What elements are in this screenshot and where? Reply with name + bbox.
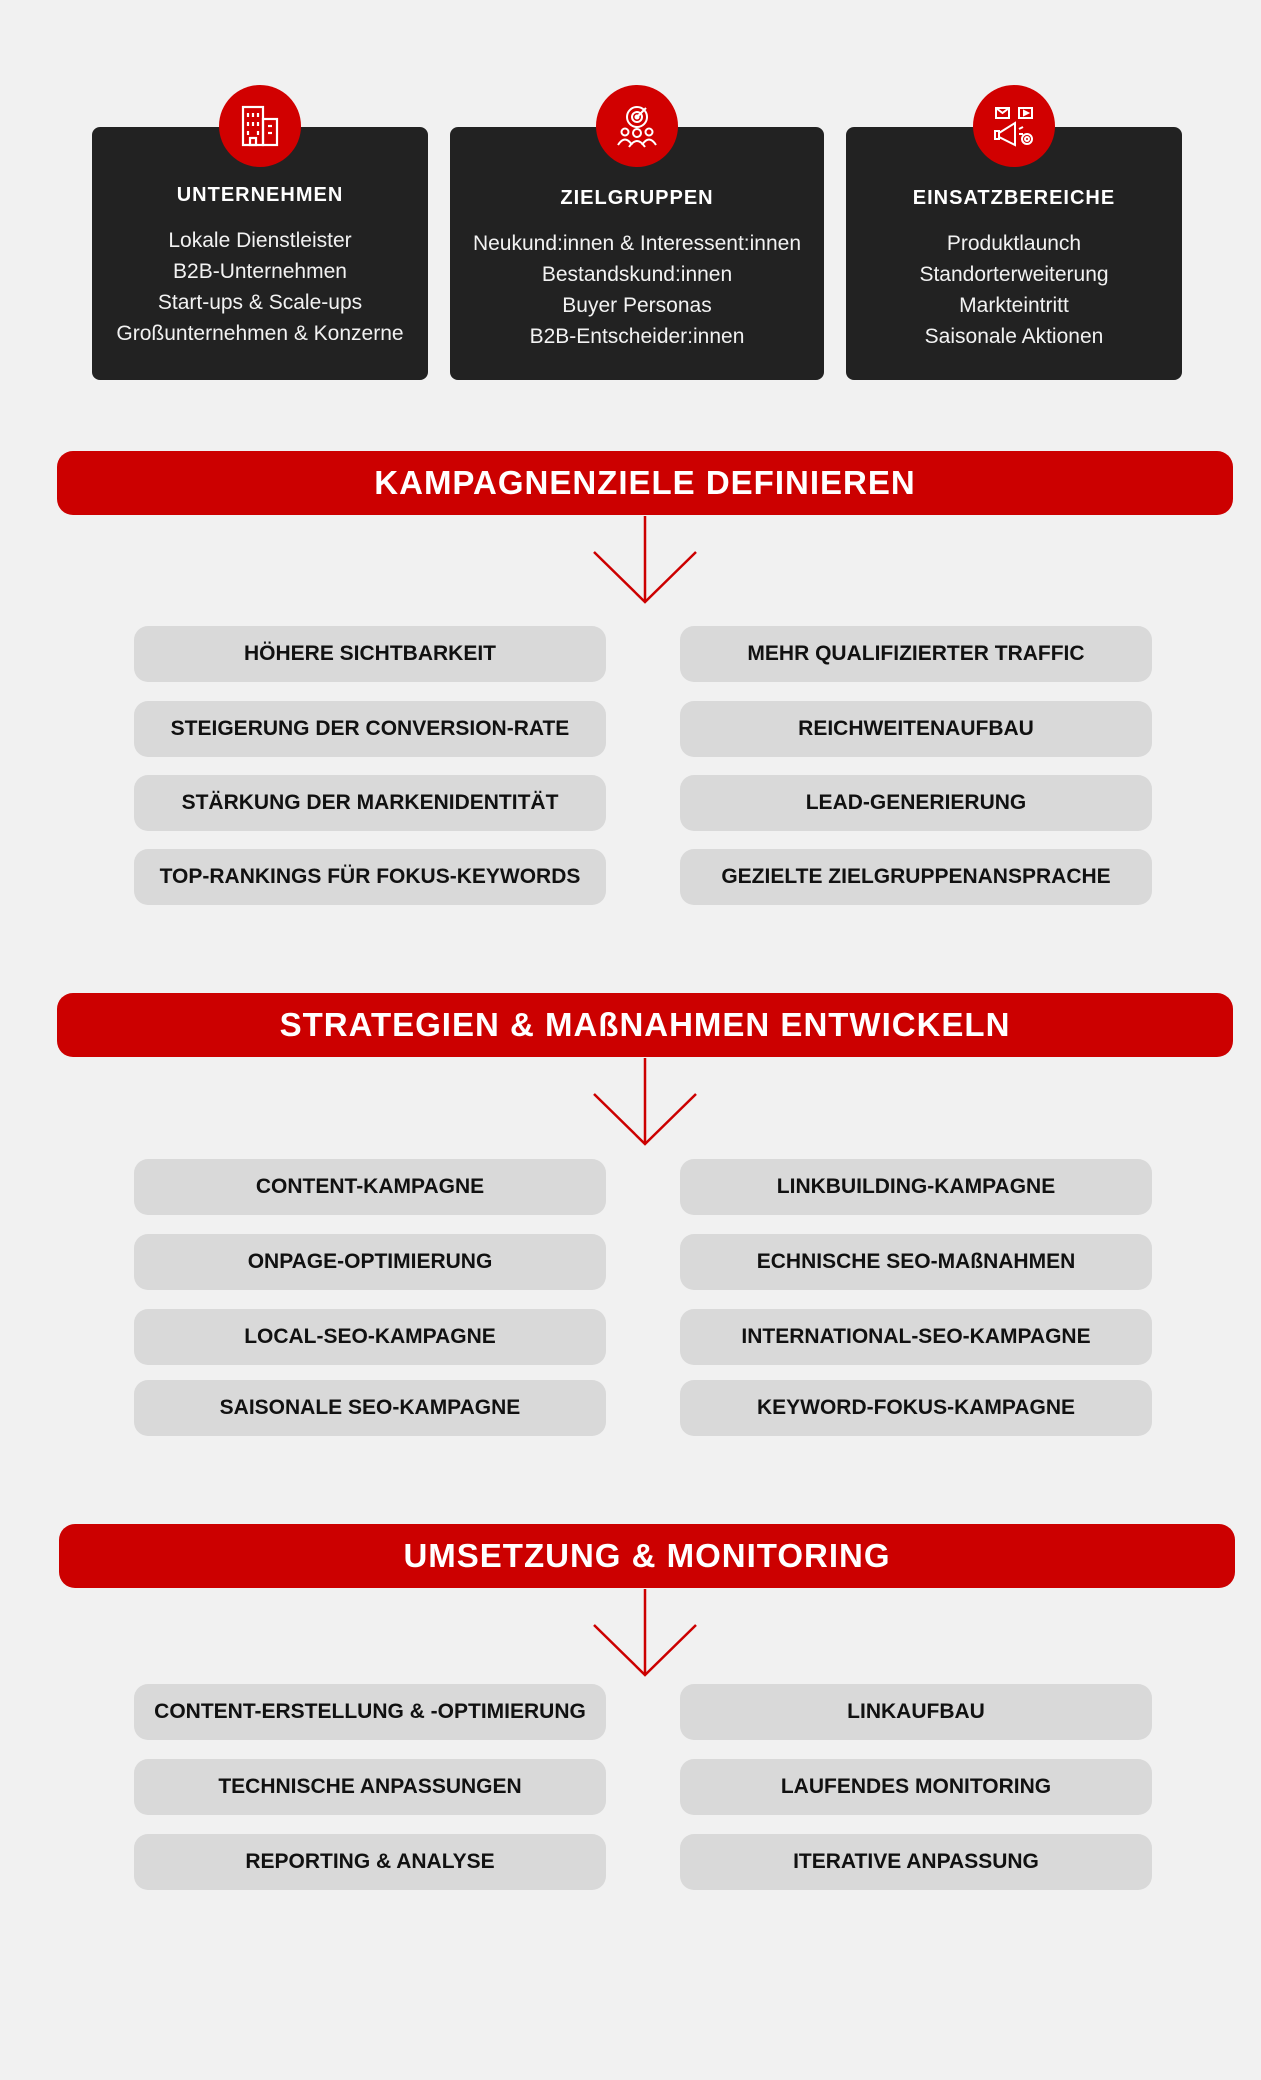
card-item: Standorterweiterung xyxy=(919,263,1109,286)
card-item: Buyer Personas xyxy=(562,294,712,317)
goal-pill: GEZIELTE ZIELGRUPPENANSPRACHE xyxy=(680,849,1152,905)
goal-pill: TOP-RANKINGS FÜR FOKUS-KEYWORDS xyxy=(134,849,606,905)
section-banner-umsetzung: UMSETZUNG & MONITORING xyxy=(59,1524,1235,1588)
card-title: UNTERNEHMEN xyxy=(176,184,344,206)
target-group-icon xyxy=(596,85,678,167)
strategy-pill: CONTENT-KAMPAGNE xyxy=(134,1159,606,1215)
arrow-down-icon xyxy=(592,1058,698,1148)
goal-pill: STEIGERUNG DER CONVERSION-RATE xyxy=(134,701,606,757)
implementation-pill: LINKAUFBAU xyxy=(680,1684,1152,1740)
card-item: Produktlaunch xyxy=(946,232,1082,255)
implementation-pill: TECHNISCHE ANPASSUNGEN xyxy=(134,1759,606,1815)
card-item: Bestandskund:innen xyxy=(541,263,733,286)
goal-pill: MEHR QUALIFIZIERTER TRAFFIC xyxy=(680,626,1152,682)
card-title: ZIELGRUPPEN xyxy=(560,187,714,209)
strategy-pill: LOCAL-SEO-KAMPAGNE xyxy=(134,1309,606,1365)
strategy-pill: ONPAGE-OPTIMIERUNG xyxy=(134,1234,606,1290)
strategy-pill: ECHNISCHE SEO-MAßNAHMEN xyxy=(680,1234,1152,1290)
card-item: Neukund:innen & Interessent:innen xyxy=(472,232,802,255)
strategy-pill: INTERNATIONAL-SEO-KAMPAGNE xyxy=(680,1309,1152,1365)
section-banner-kampagnenziele: KAMPAGNENZIELE DEFINIEREN xyxy=(57,451,1233,515)
section-banner-strategien: STRATEGIEN & MAßNAHMEN ENTWICKELN xyxy=(57,993,1233,1057)
building-icon xyxy=(219,85,301,167)
implementation-pill: REPORTING & ANALYSE xyxy=(134,1834,606,1890)
card-item: Großunternehmen & Konzerne xyxy=(116,322,404,345)
strategy-pill: SAISONALE SEO-KAMPAGNE xyxy=(134,1380,606,1436)
goal-pill: REICHWEITENAUFBAU xyxy=(680,701,1152,757)
goal-pill: HÖHERE SICHTBARKEIT xyxy=(134,626,606,682)
megaphone-icon xyxy=(973,85,1055,167)
arrow-down-icon xyxy=(592,516,698,606)
card-item: Markteintritt xyxy=(959,294,1069,317)
card-title: EINSATZBEREICHE xyxy=(912,187,1116,209)
strategy-pill: KEYWORD-FOKUS-KAMPAGNE xyxy=(680,1380,1152,1436)
implementation-pill: ITERATIVE ANPASSUNG xyxy=(680,1834,1152,1890)
card-item: B2B-Entscheider:innen xyxy=(529,325,745,348)
implementation-pill: CONTENT-ERSTELLUNG & -OPTIMIERUNG xyxy=(134,1684,606,1740)
card-item: Start-ups & Scale-ups xyxy=(157,291,363,314)
goal-pill: STÄRKUNG DER MARKENIDENTITÄT xyxy=(134,775,606,831)
implementation-pill: LAUFENDES MONITORING xyxy=(680,1759,1152,1815)
card-item: Lokale Dienstleister xyxy=(168,229,352,252)
arrow-down-icon xyxy=(592,1589,698,1679)
goal-pill: LEAD-GENERIERUNG xyxy=(680,775,1152,831)
card-item: B2B-Unternehmen xyxy=(173,260,347,283)
card-item: Saisonale Aktionen xyxy=(924,325,1104,348)
strategy-pill: LINKBUILDING-KAMPAGNE xyxy=(680,1159,1152,1215)
